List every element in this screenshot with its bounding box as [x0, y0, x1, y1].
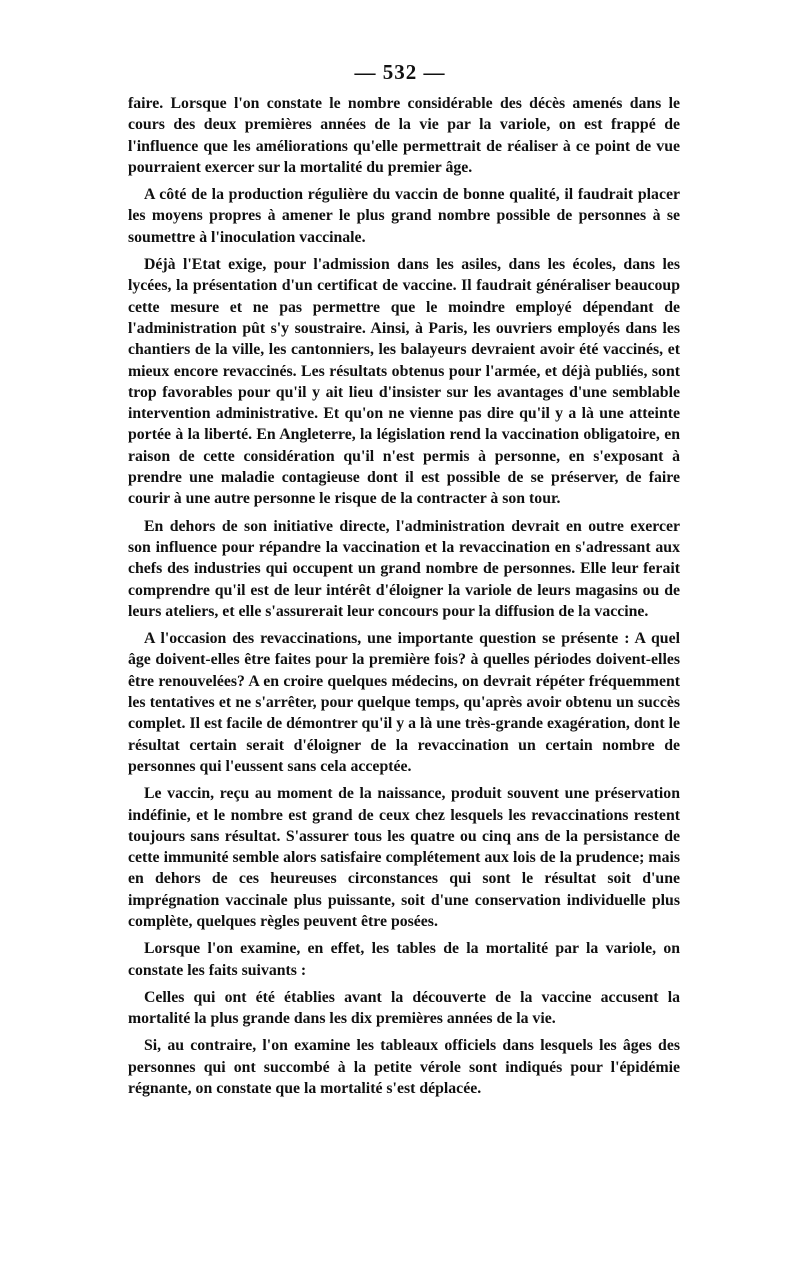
body-text: [128, 93, 680, 1105]
paragraph-8: Celles qui ont été établies avant la découverte de la vaccine accusent la mortalité la plus grande dans les dix premières années de la vie.: [128, 988, 680, 1028]
page-number: — 532 —: [354, 60, 446, 84]
paragraph-7: Lorsque l'on examine, en effet, les tables de la mortalité par la variole, on constate les faits suivants :: [128, 940, 680, 979]
paragraph-6: Le vaccin, reçu au moment de la naissance, produit souvent une préservation indéfinie, et le nombre est grand de ceux chez lesquels les revaccinations restent toujours sans résultat. S'assurer tous les quatre ou cinq ans de la persistance de cette immunité semble alors satisfaire complétement aux lois de la prudence; mais en dehors de ces heureuses circonstances qui sont le résultat soit d'une imprégnation vaccinale plus puissante, soit d'une conservation individuelle plus complète, quelques règles peuvent être posées.: [128, 785, 680, 930]
paragraph-2: A côté de la production régulière du vaccin de bonne qualité, il faudrait placer les moyens propres à amener le plus grand nombre possible de personnes à se soumettre à l'inoculation vaccinale.: [128, 186, 680, 246]
paragraph-3: Déjà l'Etat exige, pour l'admission dans les asiles, dans les écoles, dans les lycées, la présentation d'un certificat de vaccine. Il faudrait généraliser beaucoup cette mesure et ne pas permettre que le moindre employé dépendant de l'administration pût s'y soustraire. Ainsi, à Paris, les ouvriers employés dans les chantiers de la ville, les cantonniers, les balayeurs devraient avoir été vaccinés, et mieux encore revaccinés. Les résultats obtenus pour l'armée, et déjà publiés, sont trop favorables pour qu'il y ait lieu d'insister sur les avantages d'une semblable intervention administrative. Et qu'on ne vienne pas dire qu'il y a là une atteinte portée à la liberté. En Angleterre, la législation rend la vaccination obligatoire, en raison de cette considération qu'il n'est permis à personne, en s'exposant à prendre une maladie contagieuse dont il est possible de se préserver, de faire courir à une autre personne le risque de la contracter à son tour.: [128, 256, 680, 508]
paragraph-9: Si, au contraire, l'on examine les tableaux officiels dans lesquels les âges des personnes qui ont succombé à la petite vérole sont indiqués pour l'épidémie régnante, on constate que la mortalité s'est déplacée.: [128, 1037, 680, 1098]
paragraph-5: A l'occasion des revaccinations, une importante question se présente : A quel âge doivent-elles être faites pour la première fois? à quelles périodes doivent-elles être renouvelées? A en croire quelques médecins, on devrait répéter fréquemment les tentatives et ne s'arrêter, pour quelque temps, qu'après avoir obtenu un succès complet. Il est facile de démontrer qu'il y a là une très-grande exagération, dont le résultat certain serait d'éloigner de la revaccination un certain nombre de personnes qui l'eussent sans cela acceptée.: [128, 630, 680, 775]
paragraph-4: En dehors de son initiative directe, l'administration devrait en outre exercer son influence pour répandre la vaccination et la revaccination en s'adressant aux chefs des industries qui occupent un grand nombre de personnes. Elle leur ferait comprendre qu'il est de leur intérêt d'éloigner la variole de leurs magasins ou de leurs ateliers, et elle s'assurerait leur concours pour la diffusion de la vaccine.: [128, 517, 680, 620]
paragraph-1: faire. Lorsque l'on constate le nombre considérable des décès amenés dans le cours des deux premières années de la vie par la variole, on est frappé de l'influence que les améliorations qu'elle permettrait de réaliser à ce point de vue pourraient exercer sur la mortalité du premier âge.: [128, 95, 680, 176]
